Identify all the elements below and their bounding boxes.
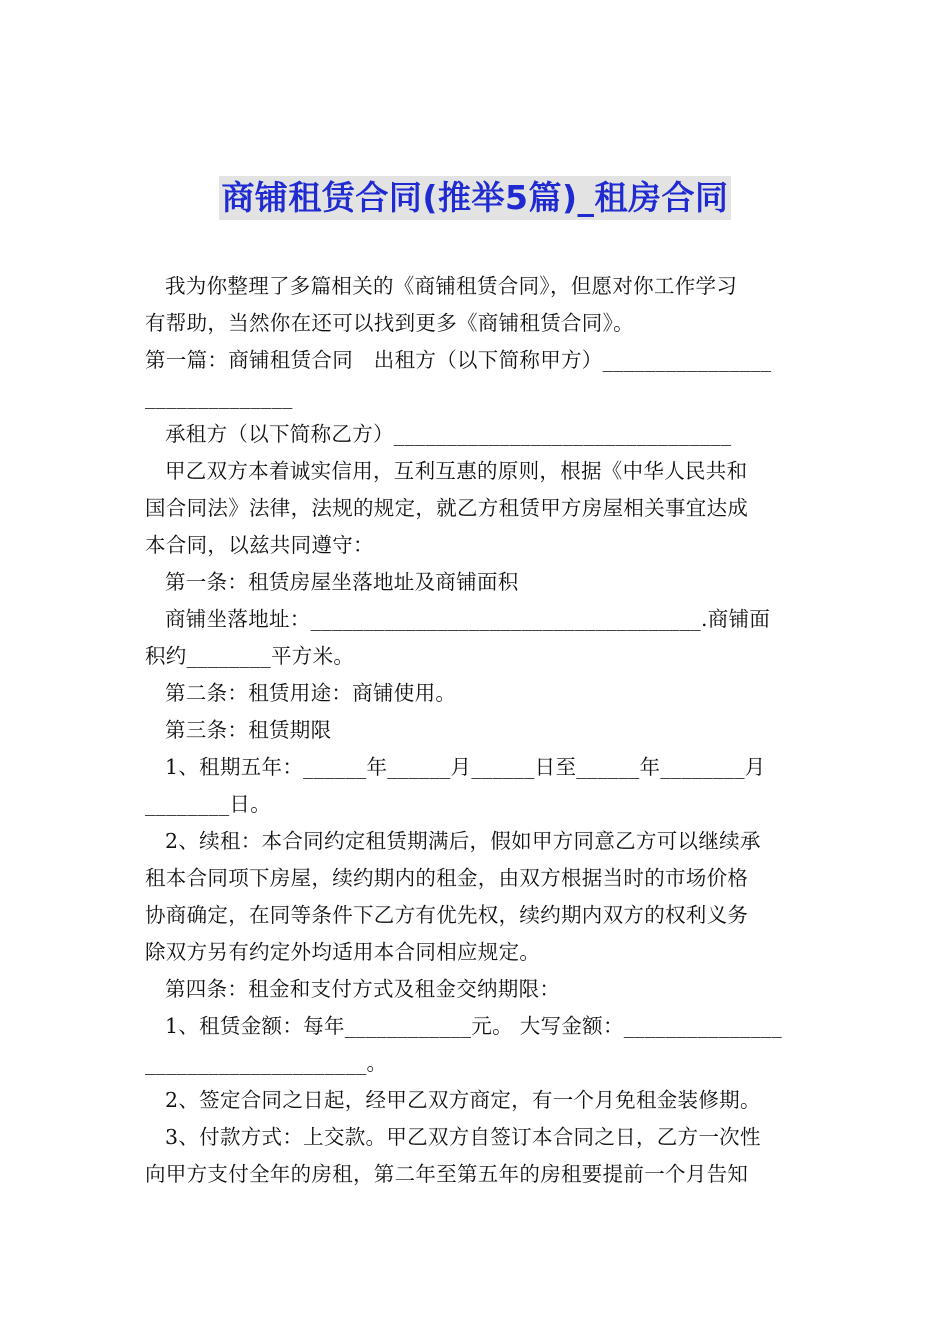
paragraph-line: 2、签定合同之日起，经甲乙双方商定，有一个月免租金装修期。 <box>165 1088 761 1112</box>
document-body <box>145 268 807 1193</box>
title-container <box>0 176 950 220</box>
paragraph-line: ________日。 <box>145 792 271 816</box>
paragraph-line: 租本合同项下房屋，续约期内的租金，由双方根据当时的市场价格 <box>145 866 749 890</box>
paragraph-line: 1、租赁金额：每年____________元。 大写金额：_______________ <box>165 1014 783 1038</box>
paragraph-line: 本合同，以兹共同遵守： <box>145 533 374 557</box>
paragraph-line: 有帮助，当然你在还可以找到更多《商铺租赁合同》。 <box>145 311 634 335</box>
paragraph-line: 1、租期五年：______年______月______日至______年________月 <box>165 755 766 779</box>
paragraph-line: 第一篇：商铺租赁合同 出租方（以下简称甲方）________________ <box>145 348 772 372</box>
clause-heading: 第三条：租赁期限 <box>165 718 332 742</box>
paragraph-line: 我为你整理了多篇相关的《商铺租赁合同》，但愿对你工作学习 <box>165 274 738 298</box>
paragraph-line: 3、付款方式：上交款。甲乙双方自签订本合同之日，乙方一次性 <box>165 1125 761 1149</box>
paragraph-line: 承租方（以下简称乙方）________________________________ <box>165 422 732 446</box>
paragraph-line: 2、续租：本合同约定租赁期满后，假如甲方同意乙方可以继续承 <box>165 829 761 853</box>
paragraph-line: 积约________平方米。 <box>145 644 355 668</box>
clause-heading: 第一条：租赁房屋坐落地址及商铺面积 <box>165 570 519 594</box>
paragraph-line: _____________________。 <box>145 1051 388 1075</box>
paragraph-line: 商铺坐落地址：_____________________________________.商铺面 <box>165 607 771 631</box>
paragraph-line: 除双方另有约定外均适用本合同相应规定。 <box>145 940 541 964</box>
clause-heading: 第二条：租赁用途：商铺使用。 <box>165 681 457 705</box>
paragraph-line: 甲乙双方本着诚实信用，互利互惠的原则，根据《中华人民共和 <box>165 459 748 483</box>
paragraph-line: 向甲方支付全年的房租，第二年至第五年的房租要提前一个月告知 <box>145 1162 749 1186</box>
paragraph-line: ______________ <box>145 385 293 409</box>
paragraph-line: 国合同法》法律，法规的规定，就乙方租赁甲方房屋相关事宜达成 <box>145 496 749 520</box>
document-title: 商铺租赁合同(推举5篇)_租房合同 <box>219 176 730 220</box>
paragraph-line: 协商确定，在同等条件下乙方有优先权，续约期内双方的权利义务 <box>145 903 749 927</box>
clause-heading: 第四条：租金和支付方式及租金交纳期限： <box>165 977 561 1001</box>
